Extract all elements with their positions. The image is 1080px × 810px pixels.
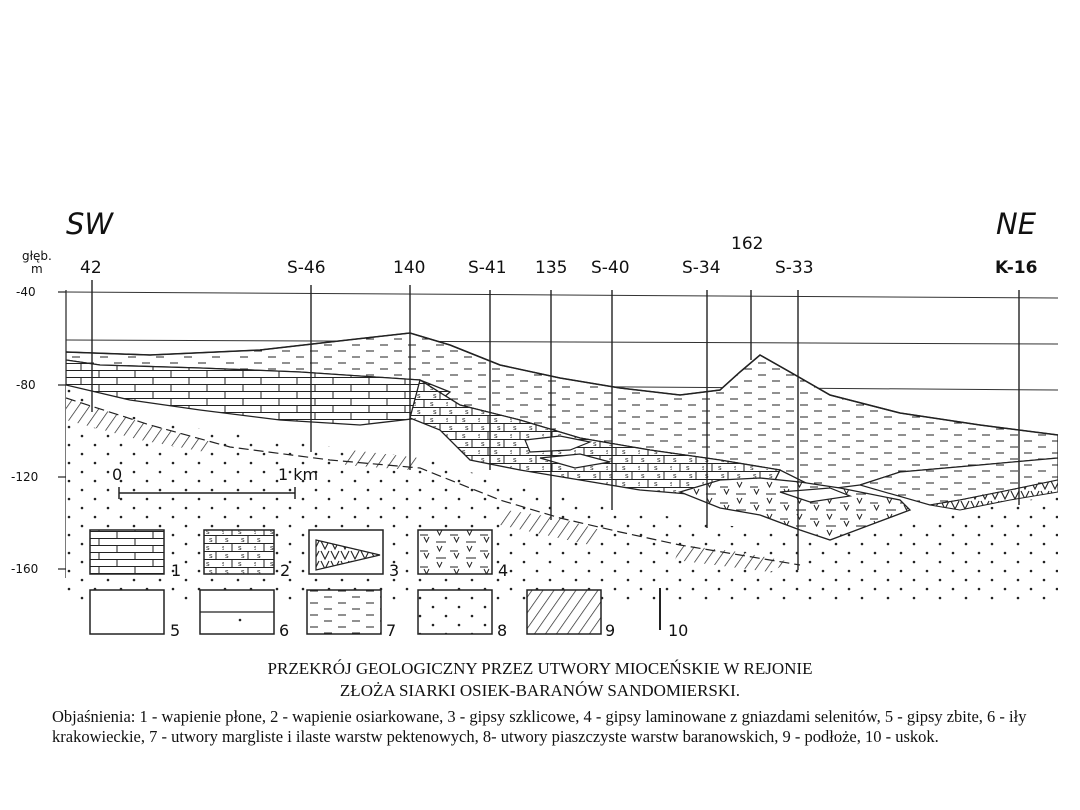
legend-box-5	[90, 590, 164, 634]
depth-unit-label: głęb.	[22, 249, 52, 263]
legend-number-9: 9	[605, 621, 616, 640]
legend-explanation: Objaśnienia: 1 - wapienie płone, 2 - wapienie osiarkowane, 3 - gipsy szklicowe, 4 - gipsy laminowane z gniazdami selenitów, 5 - gipsy zbite, 6 - iły krakowieckie, 7 - utwory margliste i ilaste warstw pektenowych, 8- utwory piaszczyste warstw baranowskich, 9 - podłoże, 10 - uskok.	[52, 707, 1027, 746]
legend-box-9	[527, 590, 601, 634]
legend-box-7	[307, 590, 381, 634]
well-label-162: 162	[731, 234, 764, 254]
legend-number-7: 7	[386, 621, 397, 640]
legend-number-10: 10	[668, 621, 689, 640]
legend-box-1	[90, 530, 164, 574]
depth-unit-m: m	[31, 262, 43, 276]
well-label-135: 135	[535, 258, 568, 278]
well-label-s-41: S-41	[468, 258, 507, 278]
well-label-140: 140	[393, 258, 426, 278]
depth-axis	[58, 290, 66, 578]
scale-bar-start: 0	[112, 465, 123, 484]
legend-number-8: 8	[497, 621, 508, 640]
scale-bar-end: 1 km	[278, 465, 319, 484]
legend-number-6: 6	[279, 621, 290, 640]
legend-number-3: 3	[389, 561, 400, 580]
well-label-k-16: K-16	[995, 258, 1038, 278]
legend-box-8	[418, 590, 492, 634]
legend-number-2: 2	[280, 561, 291, 580]
caption-line-1: PRZEKRÓJ GEOLOGICZNY PRZEZ UTWORY MIOCEŃSKIE W REJONIE	[267, 659, 813, 678]
legend-box-2	[204, 530, 274, 574]
depth-tick--120: -120	[11, 470, 39, 484]
legend-box-4	[418, 530, 492, 574]
legend-number-4: 4	[498, 561, 509, 580]
depth-tick--80: -80	[16, 378, 36, 392]
well-label-s-40: S-40	[591, 258, 630, 278]
legend-number-5: 5	[170, 621, 181, 640]
legend-number-1: 1	[171, 561, 182, 580]
depth-tick--160: -160	[11, 562, 39, 576]
caption-line-2: ZŁOŻA SIARKI OSIEK-BARANÓW SANDOMIERSKI.	[339, 681, 741, 700]
well-label-s-33: S-33	[775, 258, 814, 278]
orientation-sw: SW	[66, 207, 114, 241]
well-label-s-46: S-46	[287, 258, 326, 278]
orientation-ne: NE	[996, 207, 1037, 241]
well-label-s-34: S-34	[682, 258, 721, 278]
well-label-42: 42	[80, 258, 102, 278]
depth-tick--40: -40	[16, 285, 36, 299]
